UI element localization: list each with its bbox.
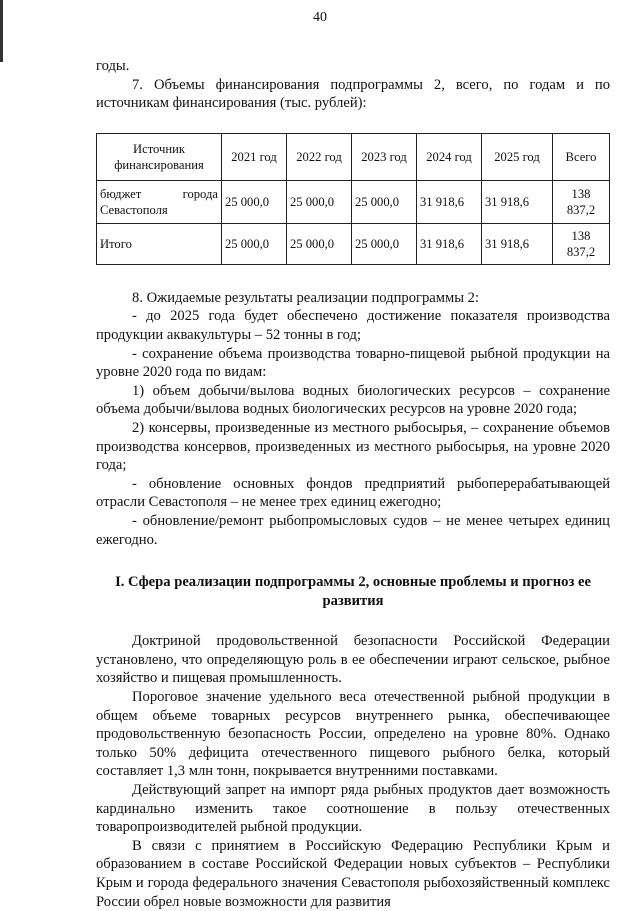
table-cell-source: Итого — [97, 223, 222, 264]
section-heading: I. Сфера реализации подпрограммы 2, основные проблемы и прогноз ее развития — [115, 574, 591, 609]
table-cell: 25 000,0 — [287, 180, 352, 223]
page-number: 40 — [313, 10, 327, 25]
table-cell: 31 918,6 — [417, 180, 482, 223]
table-header-cell: Источник финансирования — [97, 133, 222, 180]
table-header-cell: 2025 год — [482, 133, 553, 180]
list-item: - обновление/ремонт рыбопромысловых судов – не менее четырех единиц ежегодно. — [96, 512, 610, 548]
table-cell: 31 918,6 — [482, 223, 553, 264]
section-paragraph: Пороговое значение удельного веса отечественной рыбной продукции в общем объеме товарных ресурсов внутреннего рынка, обеспечивающее продовольственную безопасность России, определено на уровне 80%. Однако только 50% дефицита отечественного пищевого рыбного белка, который составляет 1,3 млн тонн, покрывается внутренними поставками. — [96, 689, 610, 780]
table-header-cell: Всего — [553, 133, 610, 180]
table-cell: 25 000,0 — [222, 180, 287, 223]
table-cell: 31 918,6 — [482, 180, 553, 223]
table-cell-source: бюджет города Севастополя — [97, 180, 222, 223]
table-row — [97, 223, 610, 264]
list-item: - обновление основных фондов предприятий рыбоперерабатывающей отрасли Севастополя – не менее трех единиц ежегодно; — [96, 475, 610, 511]
table-header-cell: 2022 год — [287, 133, 352, 180]
table-cell-total: 138 837,2 — [553, 180, 610, 223]
table-cell: 25 000,0 — [222, 223, 287, 264]
table-cell: 25 000,0 — [287, 223, 352, 264]
paragraph-8-heading: 8. Ожидаемые результаты реализации подпрограммы 2: — [132, 289, 480, 306]
table-cell: 25 000,0 — [352, 180, 417, 223]
list-item: 2) консервы, произведенные из местного рыбосырья, – сохранение объемов производства консервов, произведенных из местного рыбосырья, на уровне 2020 года; — [96, 419, 610, 474]
paragraph-intro-tail: годы. — [96, 58, 130, 74]
table-header-cell: 2021 год — [222, 133, 287, 180]
list-item: 1) объем добычи/вылова водных биологических ресурсов – сохранение объема добычи/вылова водных биологических ресурсов на уровне 2020 года; — [96, 382, 610, 418]
paragraph-7: 7. Объемы финансирования подпрограммы 2, всего, по годам и по источникам финансирования (тыс. рублей): — [96, 76, 610, 112]
table-header-cell: 2023 год — [352, 133, 417, 180]
table-header-cell: 2024 год — [417, 133, 482, 180]
table-row — [97, 180, 610, 223]
section-paragraph: В связи с принятием в Российскую Федерацию Республики Крым и образованием в составе Российской Федерации новых субъектов – Республики Крым и города федерального значения Севастополя рыбохозяйственный комплекс России обрел новые возможности для развития — [96, 837, 610, 910]
table-cell: 25 000,0 — [352, 223, 417, 264]
financing-table — [96, 133, 610, 265]
table-cell: 31 918,6 — [417, 223, 482, 264]
list-item: - до 2025 года будет обеспечено достижение показателя производства продукции аквакультуры – 52 тонны в год; — [96, 308, 610, 343]
table-cell-total: 138 837,2 — [553, 223, 610, 264]
section-paragraph: Действующий запрет на импорт ряда рыбных продуктов дает возможность кардинально изменить такое соотношение в пользу отечественных товаропроизводителей рыбной продукции. — [96, 782, 610, 836]
section-paragraph: Доктриной продовольственной безопасности Российской Федерации установлено, что определяющую роль в ее обеспечении играют сельское, рыбное хозяйство и пищевая промышленность. — [96, 633, 610, 687]
table-header-row — [97, 133, 610, 180]
list-item: - сохранение объема производства товарно-пищевой рыбной продукции на уровне 2020 года по видам: — [96, 345, 610, 381]
document-body — [96, 57, 610, 911]
